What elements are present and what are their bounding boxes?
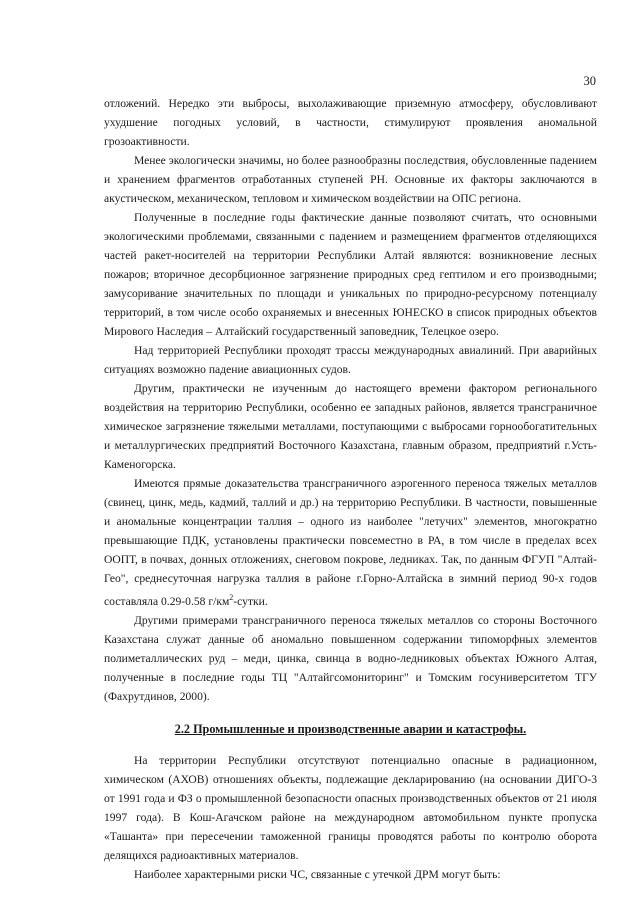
section-heading-text: 2.2 Промышленные и производственные аварии и катастрофы.: [174, 721, 527, 736]
paragraph: Менее экологически значимы, но более разнообразны последствия, обусловленные падением и хранением фрагментов отработанных ступеней РН. Основные их факторы заключаются в акустическом, механическом, тепловом и химическом воздействии на ОПС региона.: [104, 154, 597, 205]
paragraph-text: Имеются прямые доказательства трансграничного аэрогенного переноса тяжелых металлов (свинец, цинк, медь, кадмий, таллий и др.) на территорию Республики. В частности, повышенные и аномальные концентрации таллия – одного из наиболее "летучих" элементов, многократно превышающие ПДК, установлены практически повсеместно в РА, в том числе в пределах всех ООПТ, в почвах, донных отложениях, снеговом покрове, ледниках. Так, по данным ФГУП "Алтай-Гео", среднесуточная нагрузка таллия в районе г.Горно-Алтайска в зимний период 90-х годов составляла 0.29-0.58 г/км: [104, 477, 597, 608]
paragraph: Другими примерами трансграничного переноса тяжелых металлов со стороны Восточного Казахстана служат данные об аномально повышенном содержании типоморфных элементов полиметаллических руд – меди, цинка, свинца в водно-ледниковых объектах Южного Алтая, полученные в последние годы ТЦ "Алтайгсомониторинг" и Томским госуниверситетом ТГУ (Фахрутдинов, 2000).: [104, 613, 597, 703]
paragraph: На территории Республики отсутствуют потенциально опасные в радиационном, химическом (АХОВ) отношениях объекты, подлежащие декларированию (на основании ДИГО-3 от 1991 года и ФЗ о промышленной безопасности опасных производственных объектов от 21 июля 1997 года). В Кош-Агачском районе на международном автомобильном пункте пропуска «Ташанта» при пересечении таможенной границы проводятся работы по контролю оборота делящихся радиоактивных материалов.: [104, 753, 597, 862]
page-number: 30: [583, 74, 596, 88]
paragraph: отложений. Нередко эти выбросы, выхолаживающие приземную атмосферу, обусловливают ухудшение погодных условий, в частности, стимулируют проявления аномальной грозоактивности.: [104, 97, 597, 148]
superscript: 2: [229, 593, 234, 602]
paragraph-text: -сутки.: [233, 594, 268, 608]
paragraph: Полученные в последние годы фактические данные позволяют считать, что основными экологическими проблемами, связанными с падением и размещением фрагментов отделяющихся частей ракет-носителей на территории Республики Алтай являются: возникновение лесных пожаров; вторичное десорбционное загрязнение природных сред гептилом и его производными; замусоривание значительных по площади и уникальных по природно-ресурсному потенциалу территорий, в том числе особо охраняемых и внесенных ЮНЕСКО в список природных объектов Мирового Наследия – Алтайский государственный заповедник, Телецкое озеро.: [104, 211, 597, 338]
section-heading: [104, 720, 597, 739]
paragraph: Другим, практически не изученным до настоящего времени фактором регионального воздействия на территорию Республики, особенно ее западных районов, является трансграничное химическое загрязнение тяжелыми металлами, поступающими с выбросами горнообогатительных и металлургических предприятий Восточного Казахстана, главным образом, предприятий г.Усть-Каменогорска.: [104, 382, 597, 471]
paragraph: Над территорией Республики проходят трассы международных авиалиний. При аварийных ситуациях возможно падение авиационных судов.: [104, 344, 597, 376]
paragraph-metals: [104, 474, 597, 611]
document-body: [104, 94, 597, 884]
paragraph: Наиболее характерными риски ЧС, связанные с утечкой ДРМ могут быть:: [134, 867, 501, 881]
